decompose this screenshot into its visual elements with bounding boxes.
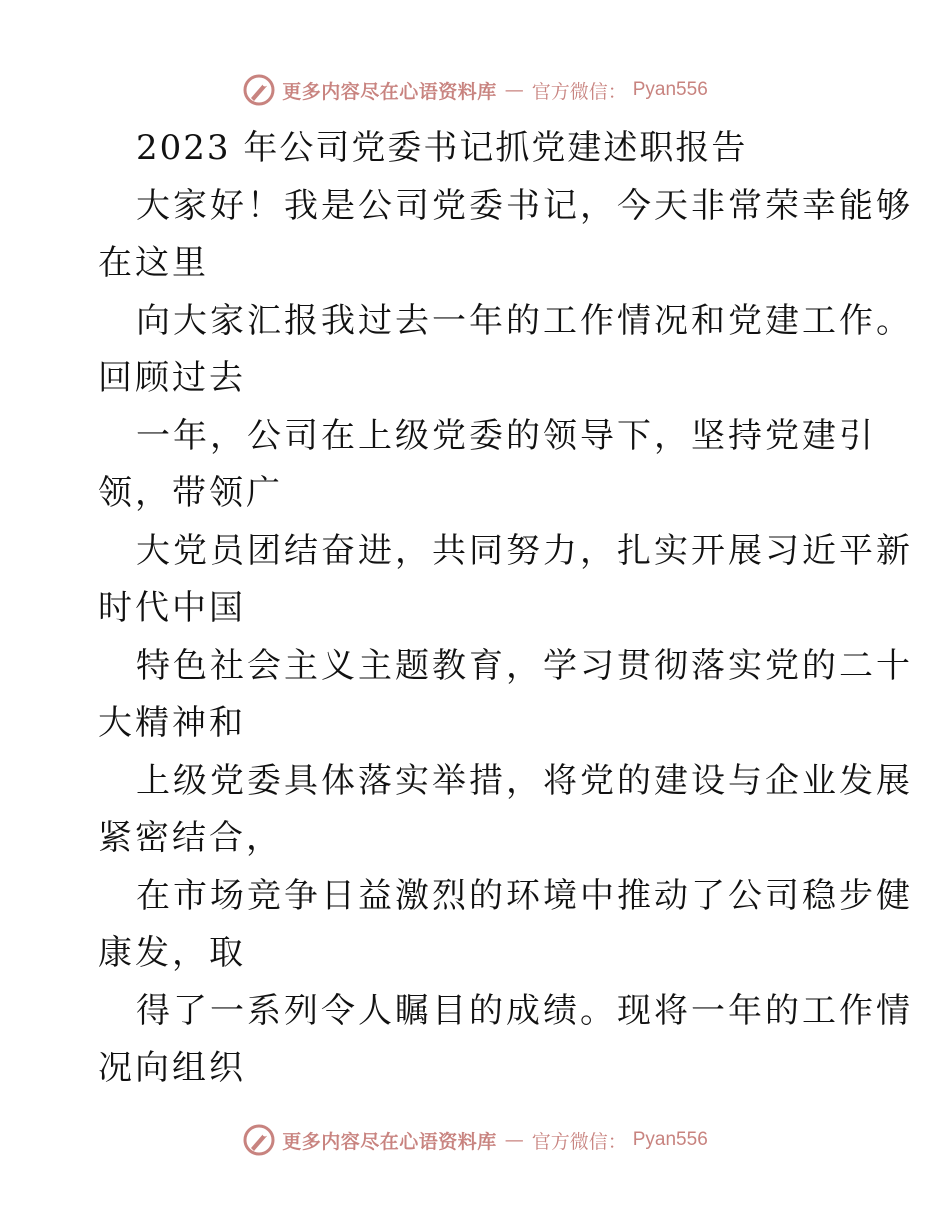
- paragraph-line: 大精神和: [98, 703, 246, 743]
- pen-logo-icon: [242, 1123, 276, 1157]
- watermark-text: 更多内容尽在心语资料库: [282, 80, 497, 103]
- paragraph-line: 大党员团结奋进，共同努力，扎实开展习近平新: [136, 530, 913, 571]
- paragraph-line: 上级党委具体落实举措，将党的建设与企业发展: [136, 760, 913, 801]
- paragraph-line: 得了一系列令人瞩目的成绩。现将一年的工作情: [136, 990, 913, 1031]
- watermark-id: Pyan556: [632, 1129, 708, 1150]
- watermark-separator: —: [504, 1129, 524, 1151]
- footer-watermark: [0, 1120, 950, 1160]
- watermark-separator: —: [504, 79, 524, 101]
- paragraph-line: 在市场竞争日益激烈的环境中推动了公司稳步健: [136, 875, 913, 916]
- watermark-label: 官方微信：: [531, 1130, 627, 1153]
- paragraph-line: 大家好！我是公司党委书记，今天非常荣幸能够: [136, 185, 913, 226]
- paragraph-line: 紧密结合，: [98, 818, 283, 858]
- watermark-id: Pyan556: [632, 79, 708, 100]
- pen-logo-icon: [242, 73, 276, 107]
- paragraph-line: 回顾过去: [98, 358, 246, 398]
- paragraph-line: 特色社会主义主题教育，学习贯彻落实党的二十: [136, 645, 913, 686]
- paragraph-line: 在这里: [98, 243, 209, 283]
- paragraph-line: 领，带领广: [98, 473, 283, 513]
- paragraph-line: 况向组织: [98, 1048, 246, 1088]
- document-body: [98, 120, 913, 1098]
- header-watermark: [0, 70, 950, 110]
- paragraph-line: 康发，取: [98, 933, 246, 973]
- paragraph-line: 向大家汇报我过去一年的工作情况和党建工作。: [136, 300, 913, 341]
- paragraph-line: 时代中国: [98, 588, 246, 628]
- watermark-text: 更多内容尽在心语资料库: [282, 1130, 497, 1153]
- document-title: 2023 年公司党委书记抓党建述职报告: [136, 128, 748, 168]
- watermark-label: 官方微信：: [531, 80, 627, 103]
- paragraph-line: 一年，公司在上级党委的领导下，坚持党建引: [136, 415, 876, 456]
